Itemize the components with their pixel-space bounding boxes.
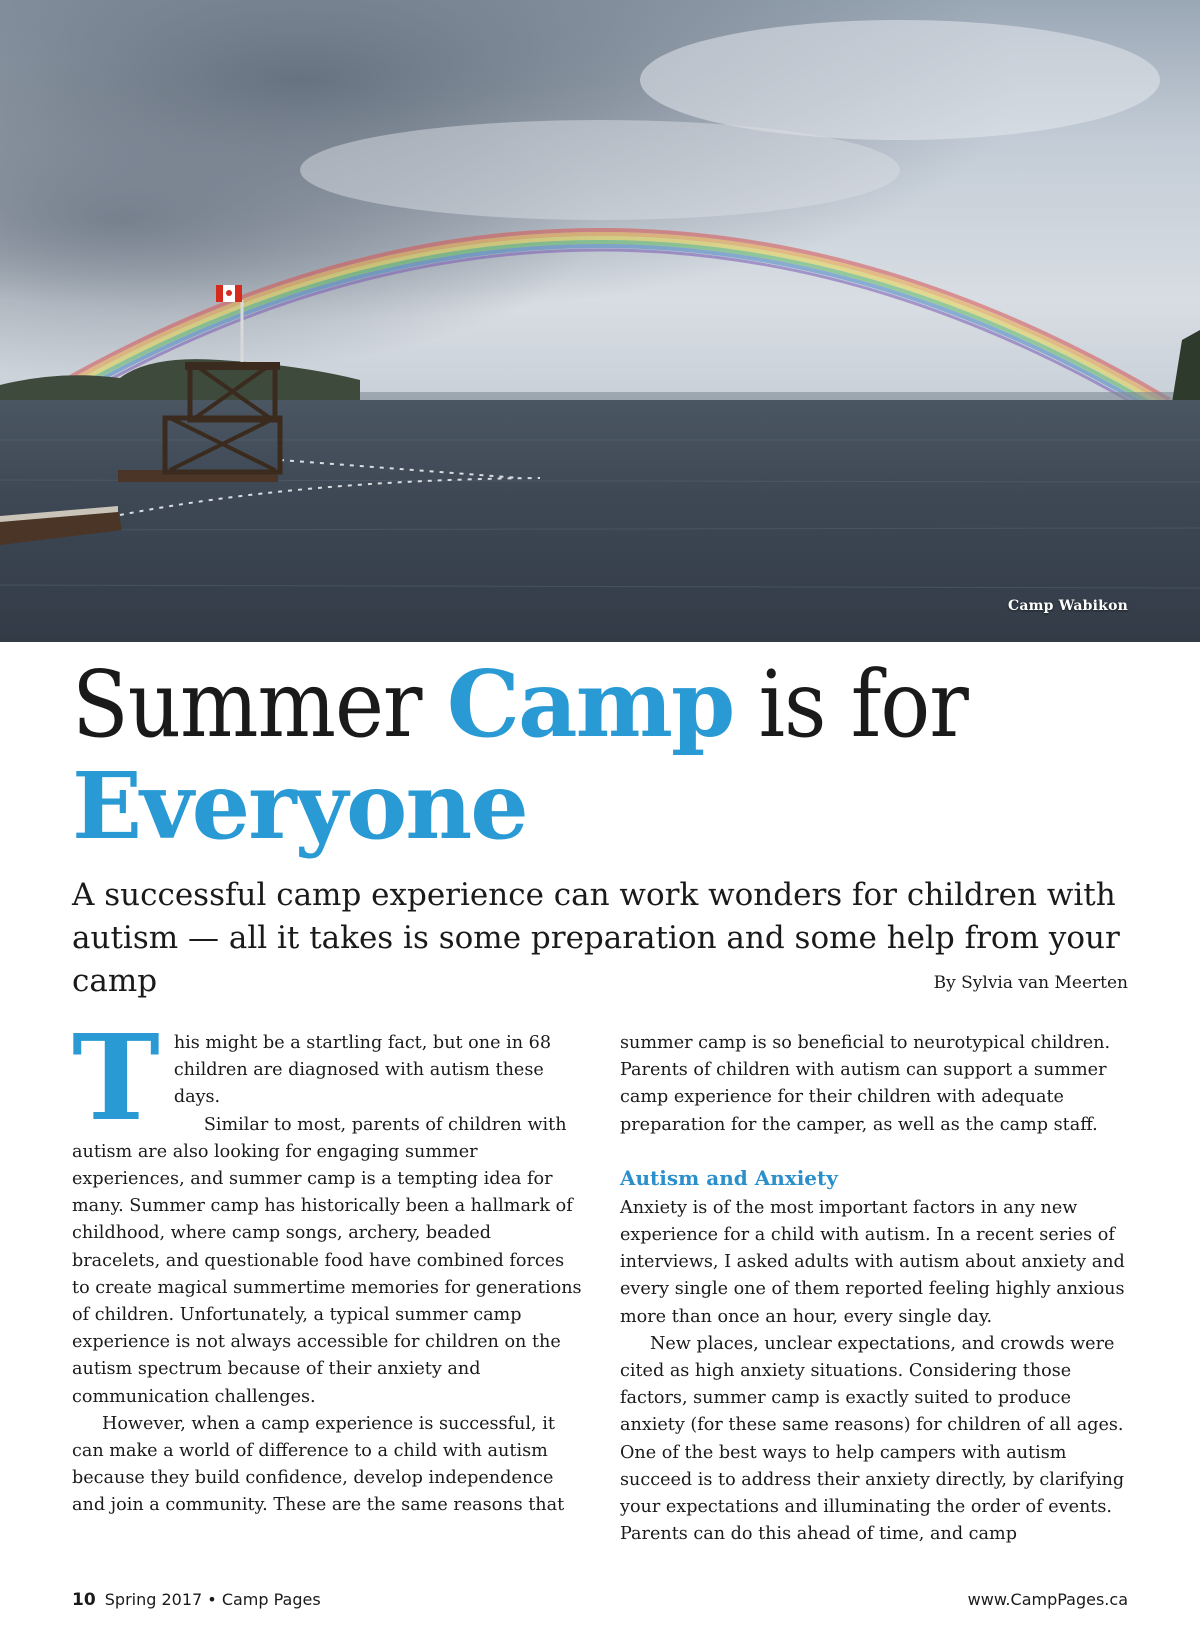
section-heading-autism-anxiety: Autism and Anxiety [620, 1165, 838, 1190]
paragraph-5: New places, unclear expectations, and crowds were cited as high anxiety situations. Considering those factors, summer camp is exactly suited to produce anxiety (for these same reasons) for children of all ages. One of the best ways to help campers with autism succeed is to address their anxiety directly, by clarifying your expectations and illuminating the order of events. Parents can do this ahead of time, and camp [620, 1333, 1125, 1545]
headline-line-1 [72, 650, 1132, 758]
paragraph-3-continued: summer camp is so beneficial to neurotypical children. Parents of children with autism can support a summer camp experience for their children with adequate preparation for the camper, as well as the camp staff. [620, 1033, 1111, 1135]
paragraph-1 [72, 1008, 582, 1147]
headline-line-2 [72, 752, 1132, 860]
headline-accent-everyone: Everyone [72, 752, 527, 860]
headline-accent-camp: Camp [446, 650, 734, 758]
article-headline [72, 650, 1132, 860]
photo-credit: Camp Wabikon [1008, 598, 1128, 614]
issue-label: Spring 2017 • Camp Pages [104, 1590, 321, 1609]
website-url[interactable]: www.CampPages.ca [967, 1590, 1128, 1609]
headline-text-is-for: is for [733, 651, 968, 758]
paragraph-1-text: his might be a startling fact, but one in 68 children are diagnosed with autism these days. [173, 1033, 552, 1108]
lake-rainbow-photo [0, 0, 1200, 642]
paragraph-2: Similar to most, parents of children with autism are also looking for engaging summer experiences, and summer camp is a tempting idea for many. Summer camp has historically been a hallmark of childhood, where camp songs, archery, beaded bracelets, and questionable food have combined forces to create magical summertime memories for generations of children. Unfortunately, a typical summer camp experience is not always accessible for children on the autism spectrum because of their anxiety and communication challenges. [72, 1114, 582, 1407]
page-footer-left [72, 1590, 321, 1610]
article-column-right [620, 1030, 1128, 1548]
article-deck: A successful camp experience can work wonders for children with autism — all it takes is some preparation and some help from your camp [72, 877, 1120, 999]
byline: By Sylvia van Meerten [933, 973, 1128, 993]
drop-cap: T [72, 1008, 160, 1147]
article-column-left [72, 1008, 582, 1520]
headline-text-summer: Summer [72, 651, 447, 758]
paragraph-3: However, when a camp experience is successful, it can make a world of difference to a child with autism because they build confidence, develop independence and join a community. These are the same reasons that [72, 1413, 565, 1516]
paragraph-4: Anxiety is of the most important factors in any new experience for a child with autism. In a recent series of interviews, I asked adults with autism about anxiety and every single one of them reported feeling highly anxious more than once an hour, every single day. [620, 1197, 1125, 1327]
page-number: 10 [72, 1590, 96, 1610]
hero-photo [0, 0, 1200, 642]
